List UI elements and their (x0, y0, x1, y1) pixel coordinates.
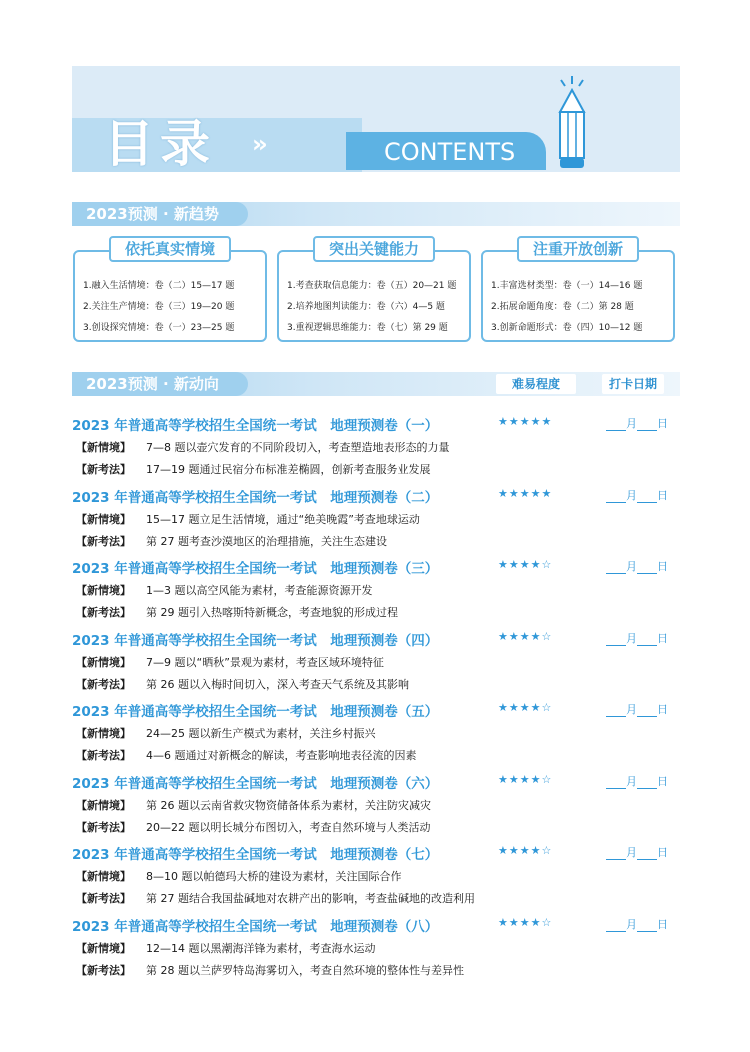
scenario-text: 15—17 题立足生活情境，通过“绝美晚霞”考查地球运动 (146, 513, 420, 526)
trend-box-item: 1.融入生活情境：卷（二）15—17 题 (83, 281, 235, 291)
checkin-date[interactable] (606, 487, 668, 503)
difficulty-stars-icon: ★★★★☆ (498, 916, 553, 929)
checkin-date[interactable] (606, 630, 668, 646)
date-month-label: 月 (626, 489, 637, 502)
scenario-key: 【新情境】 (76, 513, 131, 526)
checkin-header: 打卡日期 (602, 374, 664, 394)
trend-box-title: 注重开放创新 (517, 236, 639, 262)
scenario-line (76, 868, 402, 884)
trend-box-item: 3.重视逻辑思维能力：卷（七）第 29 题 (287, 323, 448, 333)
trend-box-item: 2.拓展命题角度：卷（二）第 28 题 (491, 302, 634, 312)
exam-title[interactable]: 2023 年普通高等学校招生全国统一考试 地理预测卷（一） (72, 418, 439, 434)
date-month-label: 月 (626, 417, 637, 430)
method-text: 17—19 题通过民宿分布标准差椭圆，创新考查服务业发展 (146, 463, 431, 476)
date-month-label: 月 (626, 632, 637, 645)
scenario-key: 【新情境】 (76, 942, 131, 955)
trend-box-item: 2.关注生产情境：卷（三）19—20 题 (83, 302, 235, 312)
exam-title[interactable]: 2023 年普通高等学校招生全国统一考试 地理预测卷（四） (72, 633, 439, 649)
trend-section-bar (72, 202, 680, 226)
scenario-text: 7—9 题以“晒秋”景观为素材，考查区域环境特征 (146, 656, 384, 669)
trend-box-item: 1.考查获取信息能力：卷（五）20—21 题 (287, 281, 457, 291)
date-month-label: 月 (626, 846, 637, 859)
method-text: 第 29 题引入热喀斯特新概念，考查地貌的形成过程 (146, 606, 398, 619)
scenario-text: 第 26 题以云南省救灾物资储备体系为素材，关注防灾减灾 (146, 799, 431, 812)
method-line (76, 819, 431, 835)
scenario-key: 【新情境】 (76, 441, 131, 454)
scenario-key: 【新情境】 (76, 584, 131, 597)
checkin-date[interactable] (606, 701, 668, 717)
exam-title[interactable]: 2023 年普通高等学校招生全国统一考试 地理预测卷（三） (72, 561, 439, 577)
checkin-date[interactable] (606, 558, 668, 574)
pencil-icon (552, 74, 592, 174)
method-line (76, 747, 417, 763)
scenario-text: 24—25 题以新生产模式为素材，关注乡村振兴 (146, 727, 376, 740)
trend-box-title: 依托真实情境 (109, 236, 231, 262)
scenario-key: 【新情境】 (76, 656, 131, 669)
date-month-label: 月 (626, 703, 637, 716)
scenario-line (76, 725, 376, 741)
date-month-label: 月 (626, 560, 637, 573)
method-key: 【新考法】 (76, 749, 131, 762)
direction-section-bar (72, 372, 680, 396)
scenario-line (76, 511, 420, 527)
difficulty-stars-icon: ★★★★☆ (498, 701, 553, 714)
difficulty-header: 难易程度 (496, 374, 576, 394)
date-day-label: 日 (657, 703, 668, 716)
difficulty-stars-icon: ★★★★★ (498, 487, 553, 500)
scenario-line (76, 797, 431, 813)
direction-section-label: 2023预测 · 新动向 (86, 375, 219, 393)
checkin-date[interactable] (606, 773, 668, 789)
scenario-line (76, 582, 373, 598)
date-month-label: 月 (626, 918, 637, 931)
method-text: 第 27 题结合我国盐碱地对农耕产出的影响，考查盐碱地的改造利用 (146, 892, 475, 905)
date-day-label: 日 (657, 918, 668, 931)
difficulty-stars-icon: ★★★★☆ (498, 844, 553, 857)
date-day-label: 日 (657, 632, 668, 645)
method-text: 4—6 题通过对新概念的解读，考查影响地表径流的因素 (146, 749, 417, 762)
method-key: 【新考法】 (76, 535, 131, 548)
method-line (76, 676, 409, 692)
method-key: 【新考法】 (76, 678, 131, 691)
method-key: 【新考法】 (76, 606, 131, 619)
double-chevron-icon: ›› (252, 130, 264, 158)
date-day-label: 日 (657, 846, 668, 859)
checkin-date[interactable] (606, 916, 668, 932)
trend-box-title: 突出关键能力 (313, 236, 435, 262)
difficulty-stars-icon: ★★★★☆ (498, 630, 553, 643)
checkin-date[interactable] (606, 844, 668, 860)
scenario-key: 【新情境】 (76, 727, 131, 740)
date-day-label: 日 (657, 775, 668, 788)
date-day-label: 日 (657, 560, 668, 573)
trend-box-2 (277, 240, 471, 342)
method-text: 第 28 题以兰萨罗特岛海雾切入，考查自然环境的整体性与差异性 (146, 964, 464, 977)
exam-title[interactable]: 2023 年普通高等学校招生全国统一考试 地理预测卷（八） (72, 919, 439, 935)
method-line (76, 604, 398, 620)
trend-box-item: 3.创新命题形式：卷（四）10—12 题 (491, 323, 643, 333)
method-line (76, 461, 431, 477)
difficulty-stars-icon: ★★★★☆ (498, 773, 553, 786)
difficulty-stars-icon: ★★★★★ (498, 415, 553, 428)
method-line (76, 962, 464, 978)
method-key: 【新考法】 (76, 463, 131, 476)
scenario-text: 1—3 题以高空风能为素材，考查能源资源开发 (146, 584, 373, 597)
exam-title[interactable]: 2023 年普通高等学校招生全国统一考试 地理预测卷（六） (72, 776, 439, 792)
contents-label: CONTENTS (346, 132, 546, 170)
scenario-key: 【新情境】 (76, 799, 131, 812)
trend-box-item: 2.培养地图判读能力：卷（六）4—5 题 (287, 302, 445, 312)
scenario-text: 12—14 题以黑潮海洋锋为素材，考查海水运动 (146, 942, 376, 955)
method-key: 【新考法】 (76, 892, 131, 905)
page-title: 目录 (104, 115, 216, 173)
method-key: 【新考法】 (76, 821, 131, 834)
date-month-label: 月 (626, 775, 637, 788)
difficulty-stars-icon: ★★★★☆ (498, 558, 553, 571)
checkin-date[interactable] (606, 415, 668, 431)
exam-title[interactable]: 2023 年普通高等学校招生全国统一考试 地理预测卷（七） (72, 847, 439, 863)
date-day-label: 日 (657, 417, 668, 430)
trend-box-item: 1.丰富选材类型：卷（一）14—16 题 (491, 281, 643, 291)
scenario-line (76, 654, 384, 670)
method-key: 【新考法】 (76, 964, 131, 977)
scenario-line (76, 940, 376, 956)
scenario-line (76, 439, 450, 455)
exam-title[interactable]: 2023 年普通高等学校招生全国统一考试 地理预测卷（五） (72, 704, 439, 720)
method-text: 20—22 题以明长城分布图切入，考查自然环境与人类活动 (146, 821, 431, 834)
method-line (76, 533, 387, 549)
trend-box-item: 3.创设探究情境：卷（一）23—25 题 (83, 323, 235, 333)
method-line (76, 890, 475, 906)
trend-box-1 (73, 240, 267, 342)
date-day-label: 日 (657, 489, 668, 502)
scenario-text: 7—8 题以壶穴发育的不同阶段切入，考查塑造地表形态的力量 (146, 441, 450, 454)
trend-section-label: 2023预测 · 新趋势 (86, 205, 219, 223)
method-text: 第 27 题考查沙漠地区的治理措施，关注生态建设 (146, 535, 387, 548)
scenario-key: 【新情境】 (76, 870, 131, 883)
exam-title[interactable]: 2023 年普通高等学校招生全国统一考试 地理预测卷（二） (72, 490, 439, 506)
trend-box-3 (481, 240, 675, 342)
scenario-text: 8—10 题以帕德玛大桥的建设为素材，关注国际合作 (146, 870, 402, 883)
method-text: 第 26 题以入梅时间切入，深入考查天气系统及其影响 (146, 678, 409, 691)
